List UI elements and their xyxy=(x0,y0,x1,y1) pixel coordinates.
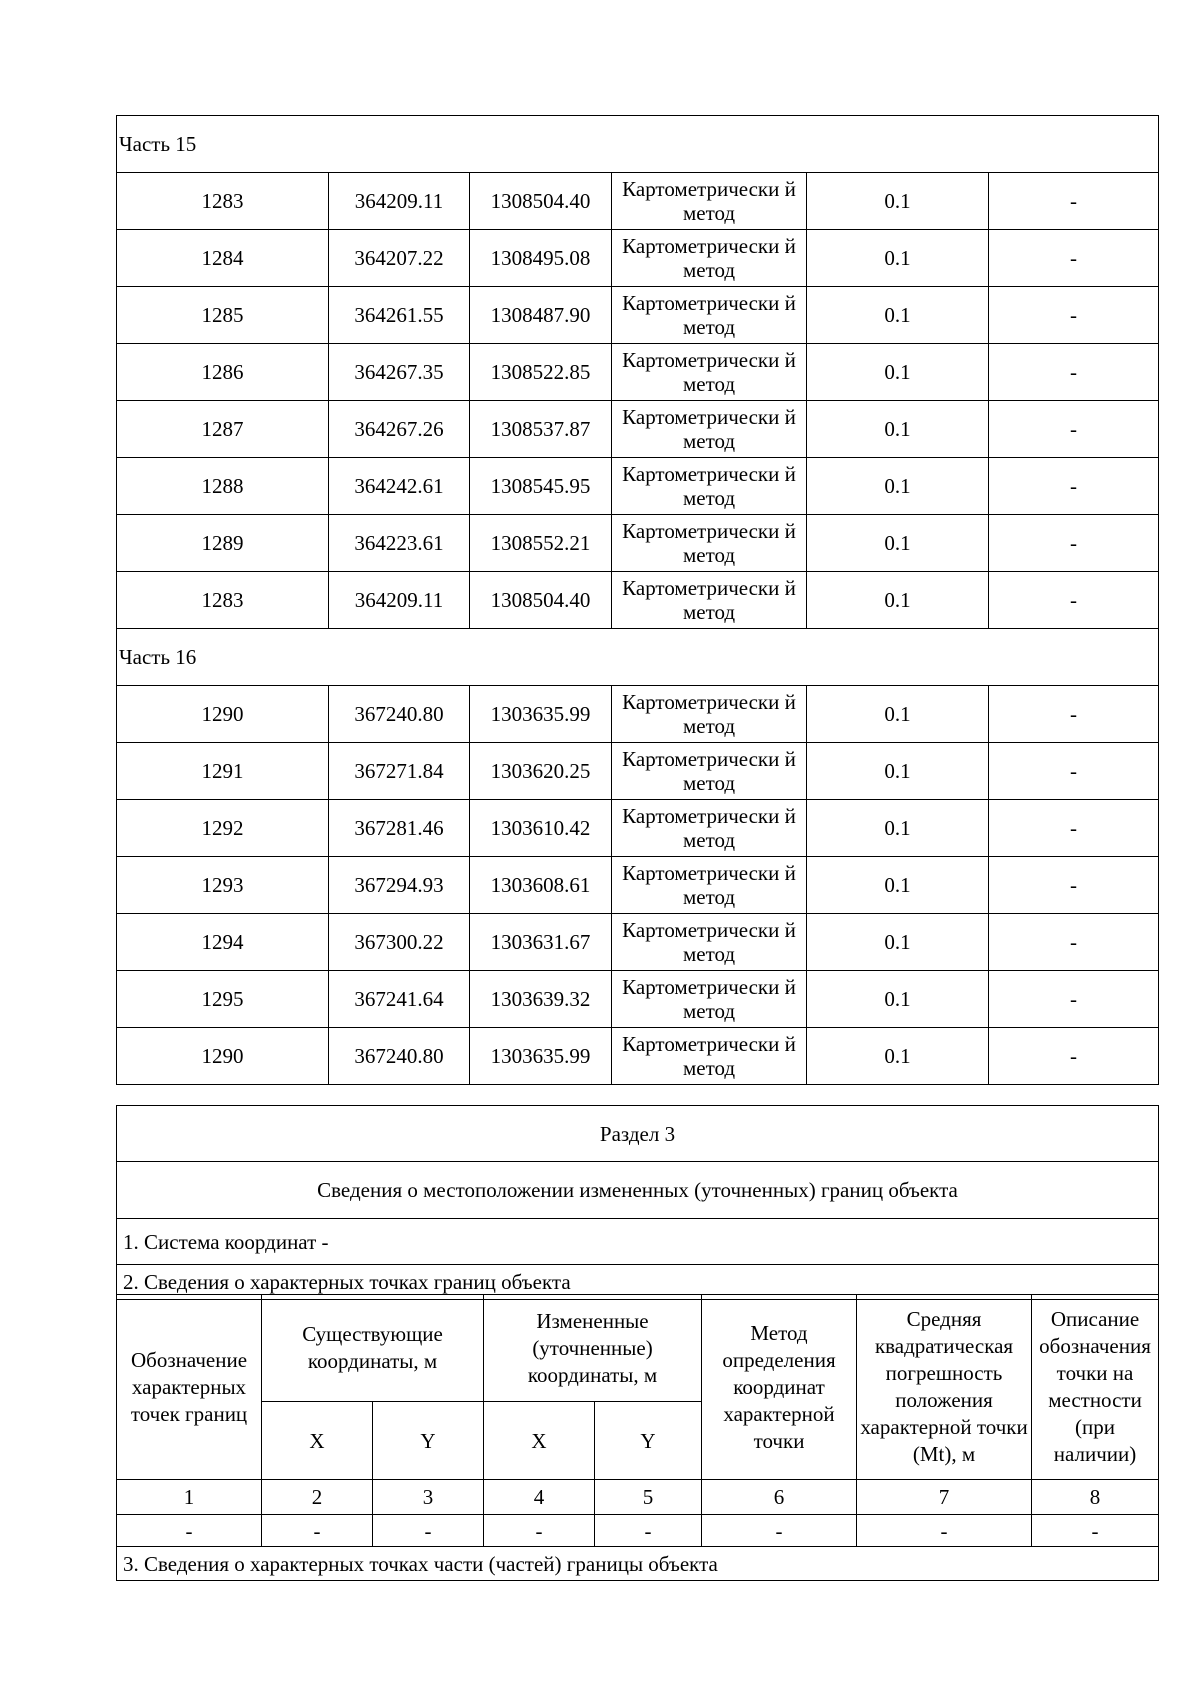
error-value: 0.1 xyxy=(807,914,989,971)
table-row xyxy=(117,743,1159,800)
table-row xyxy=(117,173,1159,230)
point-number: 1293 xyxy=(117,857,329,914)
col-header-changed-x: X xyxy=(484,1402,595,1480)
column-number: 7 xyxy=(857,1480,1032,1515)
point-number: 1292 xyxy=(117,800,329,857)
table-row xyxy=(117,971,1159,1028)
description: - xyxy=(989,230,1159,287)
coord-y: 1303631.67 xyxy=(470,914,612,971)
error-value: 0.1 xyxy=(807,344,989,401)
empty-cell: - xyxy=(702,1515,857,1547)
coord-y: 1308487.90 xyxy=(470,287,612,344)
empty-cell: - xyxy=(857,1515,1032,1547)
col-header-description: Описание обозначения точки на местности (при наличии) xyxy=(1032,1295,1159,1480)
coord-y: 1303608.61 xyxy=(470,857,612,914)
point-number: 1294 xyxy=(117,914,329,971)
method: Картометрически й метод xyxy=(612,173,807,230)
part-title: Часть 16 xyxy=(117,629,1159,686)
description: - xyxy=(989,173,1159,230)
error-value: 0.1 xyxy=(807,458,989,515)
point-number: 1290 xyxy=(117,1028,329,1085)
section3-subheading: Сведения о местоположении измененных (уточненных) границ объекта xyxy=(117,1162,1159,1219)
table-row xyxy=(117,515,1159,572)
method: Картометрически й метод xyxy=(612,458,807,515)
method: Картометрически й метод xyxy=(612,401,807,458)
coord-x: 367294.93 xyxy=(329,857,470,914)
method: Картометрически й метод xyxy=(612,971,807,1028)
column-number: 2 xyxy=(262,1480,373,1515)
table-row xyxy=(117,857,1159,914)
method: Картометрически й метод xyxy=(612,572,807,629)
method: Картометрически й метод xyxy=(612,515,807,572)
col-header-existing-x: X xyxy=(262,1402,373,1480)
coordinates-table xyxy=(116,115,1159,1085)
empty-cell: - xyxy=(262,1515,373,1547)
coordinates-table-body xyxy=(117,116,1159,1085)
column-number: 4 xyxy=(484,1480,595,1515)
point-number: 1291 xyxy=(117,743,329,800)
column-number: 5 xyxy=(595,1480,702,1515)
description: - xyxy=(989,800,1159,857)
description: - xyxy=(989,686,1159,743)
column-number: 8 xyxy=(1032,1480,1159,1515)
error-value: 0.1 xyxy=(807,572,989,629)
empty-data-row xyxy=(117,1515,1159,1547)
table-row xyxy=(117,458,1159,515)
method: Картометрически й метод xyxy=(612,344,807,401)
col-header-changed-y: Y xyxy=(595,1402,702,1480)
point-number: 1288 xyxy=(117,458,329,515)
method: Картометрически й метод xyxy=(612,1028,807,1085)
empty-cell: - xyxy=(117,1515,262,1547)
col-header-changed: Измененные (уточненные) координаты, м xyxy=(484,1295,702,1402)
method: Картометрически й метод xyxy=(612,857,807,914)
column-number: 3 xyxy=(373,1480,484,1515)
error-value: 0.1 xyxy=(807,686,989,743)
part-header-row xyxy=(117,629,1159,686)
description: - xyxy=(989,1028,1159,1085)
empty-cell: - xyxy=(595,1515,702,1547)
table-row xyxy=(117,914,1159,971)
table-row xyxy=(117,800,1159,857)
point-number: 1285 xyxy=(117,287,329,344)
col-header-error: Средняя квадратическая погрешность положения характерной точки (Mt), м xyxy=(857,1295,1032,1480)
method: Картометрически й метод xyxy=(612,230,807,287)
coord-x: 364261.55 xyxy=(329,287,470,344)
error-value: 0.1 xyxy=(807,743,989,800)
method: Картометрически й метод xyxy=(612,800,807,857)
table-row xyxy=(117,572,1159,629)
error-value: 0.1 xyxy=(807,515,989,572)
col-header-method: Метод определения координат характерной точки xyxy=(702,1295,857,1480)
coord-x: 364223.61 xyxy=(329,515,470,572)
error-value: 0.1 xyxy=(807,800,989,857)
table-row xyxy=(117,686,1159,743)
coord-y: 1308495.08 xyxy=(470,230,612,287)
coord-y: 1303620.25 xyxy=(470,743,612,800)
empty-cell: - xyxy=(1032,1515,1159,1547)
table-row xyxy=(117,344,1159,401)
error-value: 0.1 xyxy=(807,971,989,1028)
description: - xyxy=(989,572,1159,629)
description: - xyxy=(989,971,1159,1028)
description: - xyxy=(989,344,1159,401)
description: - xyxy=(989,515,1159,572)
point-number: 1295 xyxy=(117,971,329,1028)
coord-y: 1303639.32 xyxy=(470,971,612,1028)
description: - xyxy=(989,743,1159,800)
error-value: 0.1 xyxy=(807,857,989,914)
table-row xyxy=(117,401,1159,458)
coord-x: 364209.11 xyxy=(329,173,470,230)
coord-x: 367241.64 xyxy=(329,971,470,1028)
error-value: 0.1 xyxy=(807,287,989,344)
error-value: 0.1 xyxy=(807,1028,989,1085)
coord-x: 367271.84 xyxy=(329,743,470,800)
coord-x: 367281.46 xyxy=(329,800,470,857)
point-number: 1287 xyxy=(117,401,329,458)
description: - xyxy=(989,287,1159,344)
error-value: 0.1 xyxy=(807,230,989,287)
method: Картометрически й метод xyxy=(612,287,807,344)
coord-x: 367300.22 xyxy=(329,914,470,971)
coord-y: 1308504.40 xyxy=(470,572,612,629)
description: - xyxy=(989,857,1159,914)
part-title: Часть 15 xyxy=(117,116,1159,173)
point-number: 1284 xyxy=(117,230,329,287)
coord-x: 367240.80 xyxy=(329,686,470,743)
coord-y: 1308537.87 xyxy=(470,401,612,458)
coord-y: 1303635.99 xyxy=(470,686,612,743)
part-header-row xyxy=(117,116,1159,173)
coord-x: 364209.11 xyxy=(329,572,470,629)
coord-x: 367240.80 xyxy=(329,1028,470,1085)
coord-x: 364267.26 xyxy=(329,401,470,458)
point-number: 1290 xyxy=(117,686,329,743)
coord-x: 364242.61 xyxy=(329,458,470,515)
coord-x: 364267.35 xyxy=(329,344,470,401)
description: - xyxy=(989,401,1159,458)
table-row xyxy=(117,1028,1159,1085)
coord-y: 1303610.42 xyxy=(470,800,612,857)
error-value: 0.1 xyxy=(807,173,989,230)
point-number: 1283 xyxy=(117,173,329,230)
point-number: 1289 xyxy=(117,515,329,572)
parts-title: 3. Сведения о характерных точках части (частей) границы объекта xyxy=(117,1547,1159,1581)
coordinate-system-row: 1. Система координат - xyxy=(117,1219,1159,1265)
col-header-designation: Обозначение характерных точек границ xyxy=(117,1295,262,1480)
point-number: 1286 xyxy=(117,344,329,401)
coord-y: 1303635.99 xyxy=(470,1028,612,1085)
column-number: 6 xyxy=(702,1480,857,1515)
method: Картометрически й метод xyxy=(612,743,807,800)
empty-cell: - xyxy=(484,1515,595,1547)
method: Картометрически й метод xyxy=(612,914,807,971)
section3-heading: Раздел 3 xyxy=(117,1106,1159,1162)
coord-y: 1308522.85 xyxy=(470,344,612,401)
col-header-existing-y: Y xyxy=(373,1402,484,1480)
column-numbers-row xyxy=(117,1480,1159,1515)
method: Картометрически й метод xyxy=(612,686,807,743)
point-number: 1283 xyxy=(117,572,329,629)
error-value: 0.1 xyxy=(807,401,989,458)
coord-y: 1308552.21 xyxy=(470,515,612,572)
table-row xyxy=(117,230,1159,287)
coord-x: 364207.22 xyxy=(329,230,470,287)
char-points-title: 2. Сведения о характерных точках границ объекта xyxy=(117,1265,1159,1300)
char-points-table xyxy=(116,1294,1159,1581)
coord-y: 1308545.95 xyxy=(470,458,612,515)
section3-table xyxy=(116,1105,1159,1300)
description: - xyxy=(989,914,1159,971)
description: - xyxy=(989,458,1159,515)
column-number: 1 xyxy=(117,1480,262,1515)
empty-cell: - xyxy=(373,1515,484,1547)
table-row xyxy=(117,287,1159,344)
coord-y: 1308504.40 xyxy=(470,173,612,230)
col-header-existing: Существующие координаты, м xyxy=(262,1295,484,1402)
